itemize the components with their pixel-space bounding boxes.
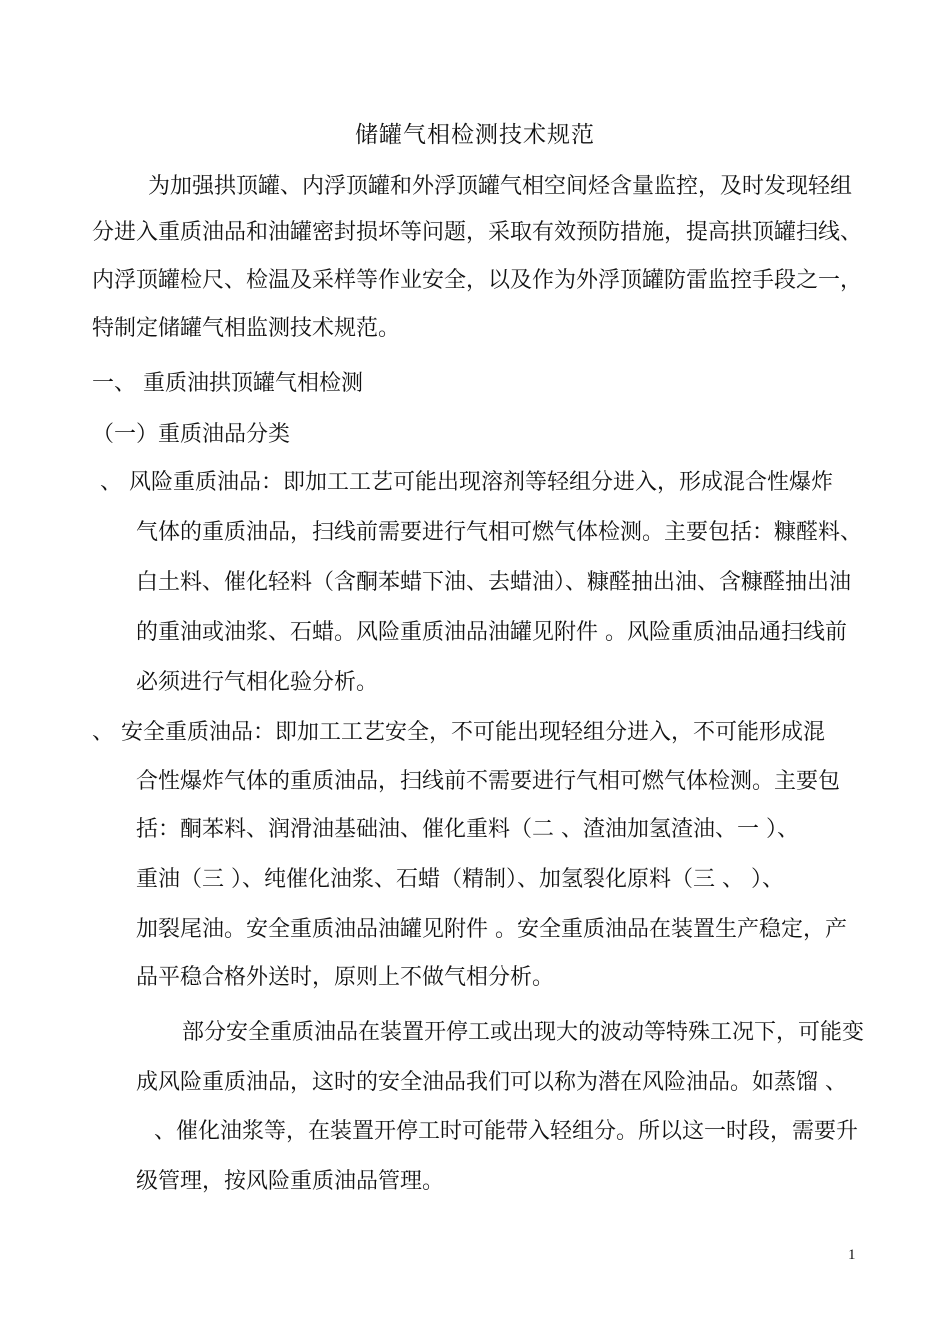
section-heading: 一、 重质油拱顶罐气相检测 bbox=[92, 371, 363, 396]
intro-line-3: 内浮顶罐检尺、检温及采样等作业安全，以及作为外浮顶罐防雷监控手段之一， bbox=[92, 268, 863, 293]
item-2-line-5: 加裂尾油。安全重质油品油罐见附件 。安全重质油品在装置生产稳定，产 bbox=[136, 917, 847, 942]
note-line-4: 级管理，按风险重质油品管理。 bbox=[136, 1169, 445, 1194]
subsection-heading: （一）重质油品分类 bbox=[92, 422, 291, 447]
item-1-line-5: 必须进行气相化验分析。 bbox=[136, 670, 379, 695]
item-2-line-2: 合性爆炸气体的重质油品，扫线前不需要进行气相可燃气体检测。主要包 bbox=[136, 769, 841, 794]
item-2-line-6: 品平稳合格外送时，原则上不做气相分析。 bbox=[136, 965, 555, 990]
item-1-line-4: 的重油或油浆、石蜡。风险重质油品油罐见附件 。风险重质油品通扫线前 bbox=[136, 620, 847, 645]
item-2-line-3: 括：酮苯料、润滑油基础油、催化重料（二 、渣油加氢渣油、一 ）、 bbox=[136, 817, 799, 842]
intro-line-1: 为加强拱顶罐、内浮顶罐和外浮顶罐气相空间烃含量监控，及时发现轻组 bbox=[148, 174, 853, 199]
note-line-1: 部分安全重质油品在装置开停工或出现大的波动等特殊工况下，可能变 bbox=[182, 1020, 865, 1045]
intro-line-4: 特制定储罐气相监测技术规范。 bbox=[92, 316, 401, 341]
item-1-line-1: 、 风险重质油品：即加工工艺可能出现溶剂等轻组分进入，形成混合性爆炸 bbox=[100, 470, 833, 495]
item-2-line-4: 重油（三 ）、纯催化油浆、石蜡（精制）、加氢裂化原料（三 、 ）、 bbox=[136, 867, 784, 892]
note-line-2: 成风险重质油品，这时的安全油品我们可以称为潜在风险油品。如蒸馏 、 bbox=[136, 1070, 847, 1095]
page-number: 1 bbox=[848, 1247, 856, 1263]
item-1-line-3: 白土料、催化轻料（含酮苯蜡下油、去蜡油）、糠醛抽出油、含糠醛抽出油 bbox=[136, 570, 852, 595]
intro-line-2-text: 分进入重质油品和油罐密封损坏等问题，采取有效预防措施，提高拱顶罐扫线、 bbox=[92, 220, 863, 245]
note-line-3: 、催化油浆等，在装置开停工时可能带入轻组分。所以这一时段，需要升 bbox=[154, 1119, 859, 1144]
item-1-line-2: 气体的重质油品，扫线前需要进行气相可燃气体检测。主要包括：糠醛料、 bbox=[136, 520, 863, 545]
intro-line-2 bbox=[92, 218, 863, 248]
document-title: 储罐气相检测技术规范 bbox=[355, 122, 595, 148]
item-2-line-1: 、 安全重质油品：即加工工艺安全，不可能出现轻组分进入，不可能形成混 bbox=[92, 720, 825, 745]
